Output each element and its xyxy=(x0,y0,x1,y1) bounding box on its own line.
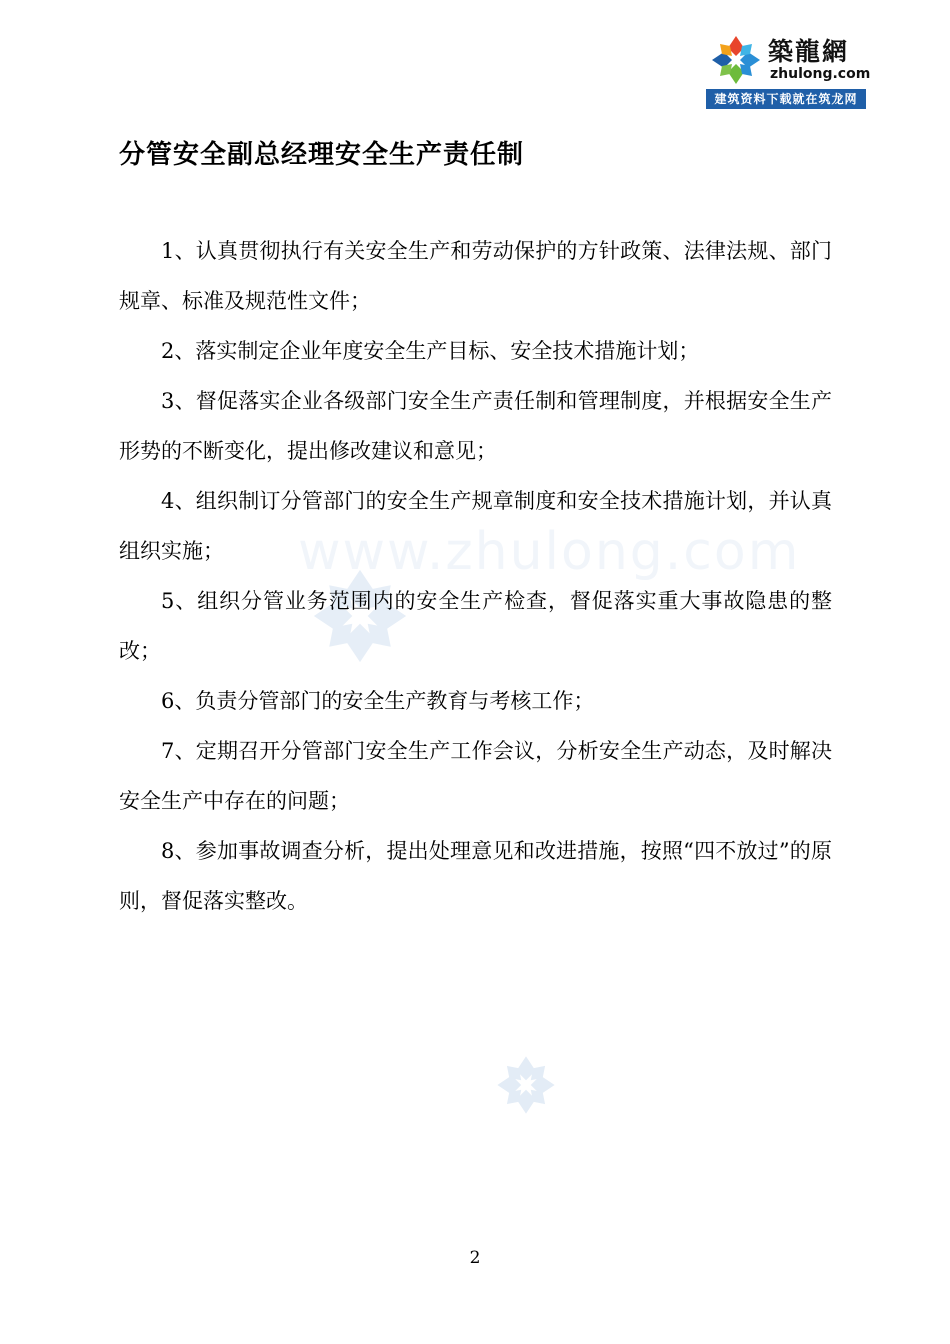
logo-domain: zhulong.com xyxy=(770,66,871,82)
page-number: 2 xyxy=(469,1248,481,1268)
paragraph: 7、定期召开分管部门安全生产工作会议，分析安全生产动态，及时解决安全生产中存在的问题； xyxy=(119,739,832,813)
paragraph: 1、认真贯彻执行有关安全生产和劳动保护的方针政策、法律法规、部门规章、标准及规范性文件； xyxy=(119,239,832,313)
paragraph: 8、参加事故调查分析，提出处理意见和改进措施，按照“四不放过”的原则，督促落实整改。 xyxy=(119,839,832,913)
zhulong-logo xyxy=(706,30,871,110)
document-body xyxy=(119,226,832,926)
zhulong-flower-logo-icon xyxy=(710,34,762,86)
paragraph: 3、督促落实企业各级部门安全生产责任制和管理制度，并根据安全生产形势的不断变化，提出修改建议和意见； xyxy=(119,389,832,463)
paragraph: 2、落实制定企业年度安全生产目标、安全技术措施计划； xyxy=(161,339,700,363)
watermark-text: www.zhulong.com xyxy=(298,522,801,582)
paragraph: 6、负责分管部门的安全生产教育与考核工作； xyxy=(161,689,595,713)
document-title: 分管安全副总经理安全生产责任制 xyxy=(119,140,525,170)
paragraph: 5、组织分管业务范围内的安全生产检查，督促落实重大事故隐患的整改； xyxy=(119,589,832,663)
zhulong-flower-watermark-icon xyxy=(495,1054,557,1116)
logo-slogan: 建筑资料下载就在筑龙网 xyxy=(706,89,866,109)
logo-top xyxy=(706,30,871,88)
paragraph: 4、组织制订分管部门的安全生产规章制度和安全技术措施计划，并认真组织实施； xyxy=(119,489,832,563)
logo-chinese-name: 築龍網 xyxy=(768,37,850,66)
